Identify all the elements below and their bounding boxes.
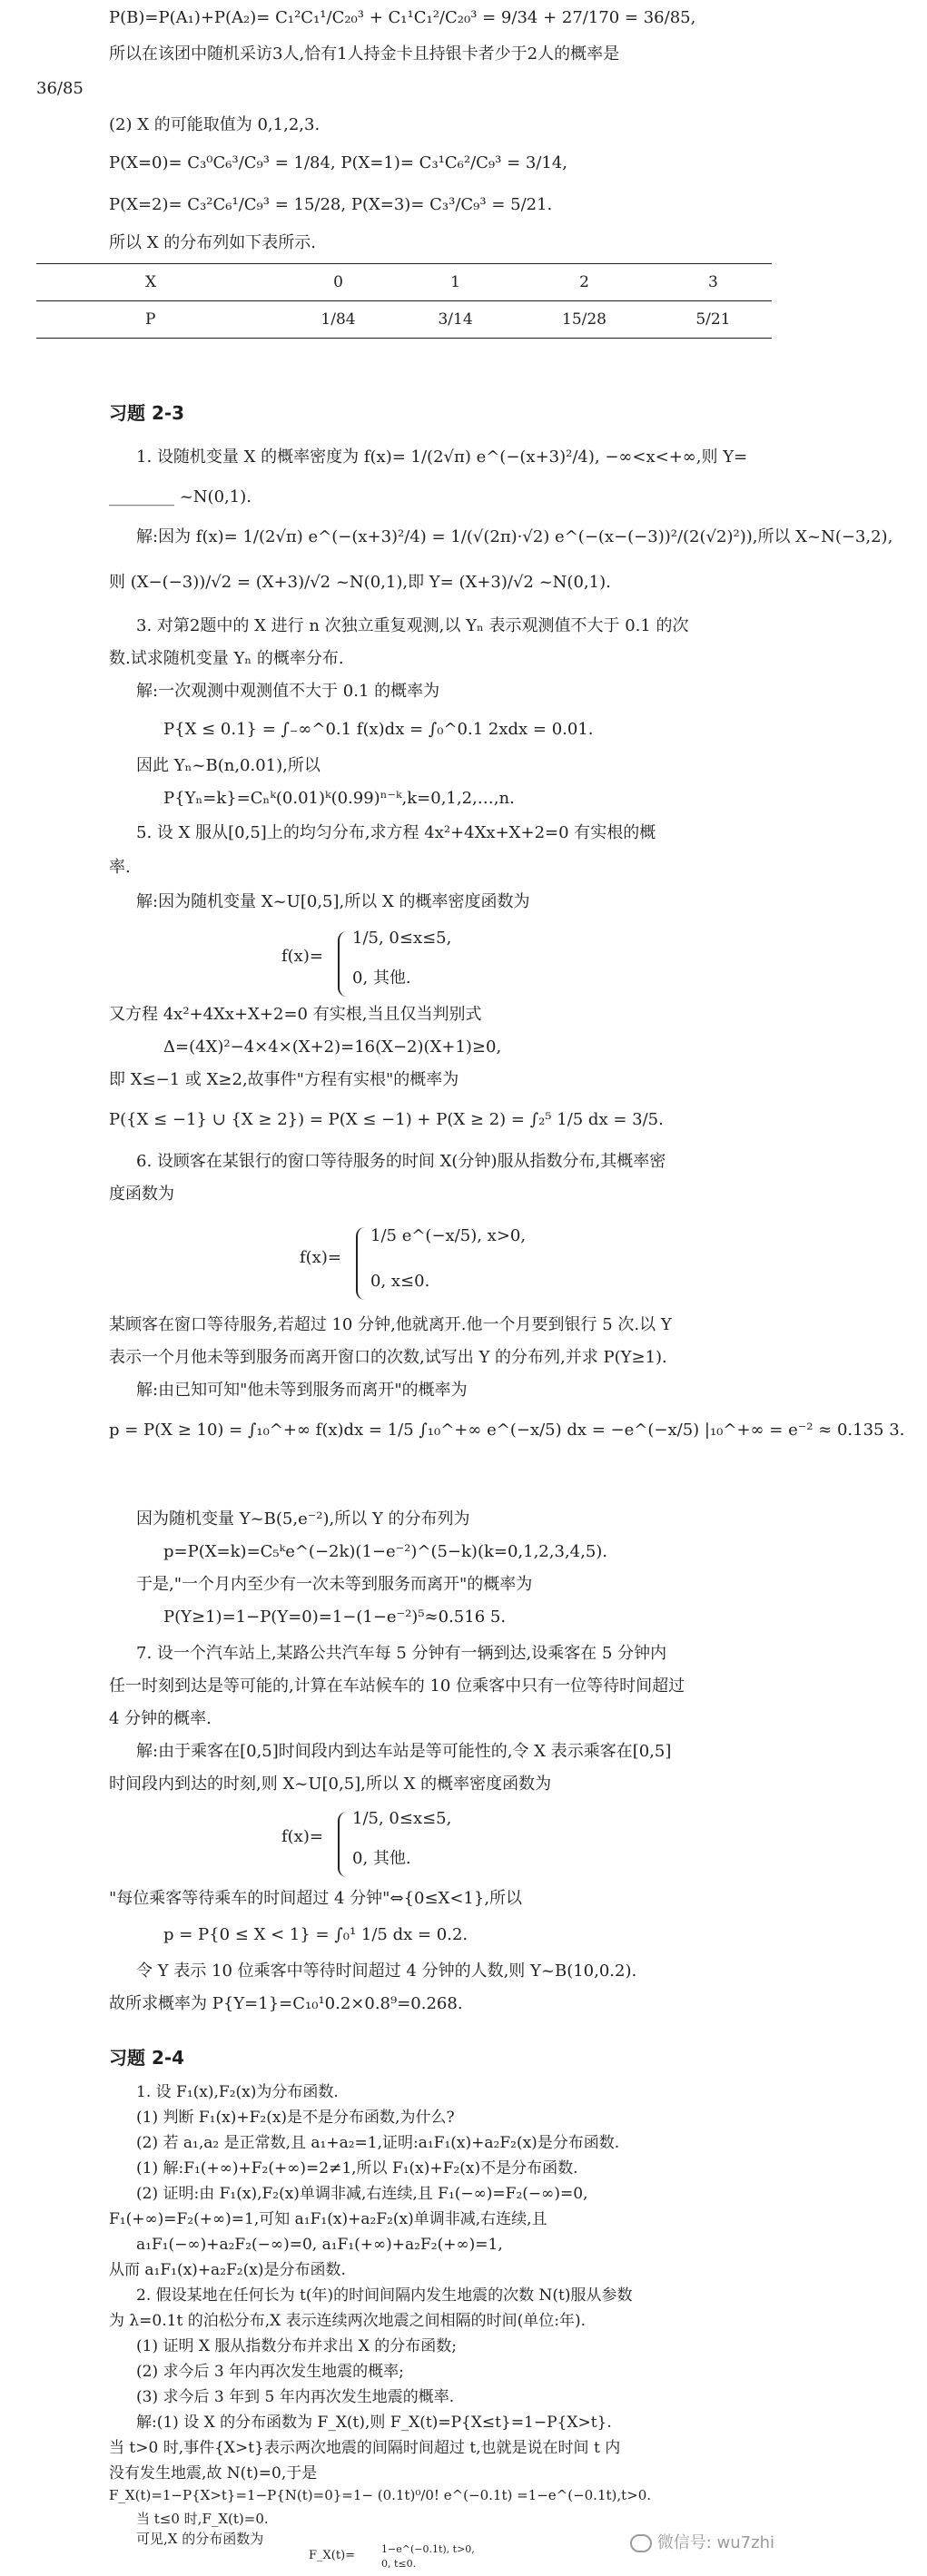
s7-line-f: 故所求概率为 P{Y=1}=C₁₀¹0.2×0.8⁹=0.268.: [109, 1994, 463, 2013]
wechat-icon: [630, 2534, 652, 2552]
s6-line-g: 于是,"一个月内至少有一次未等到服务而离开"的概率为: [136, 1575, 533, 1594]
table-cell: 1/84: [280, 301, 397, 339]
s24-line-17: F_X(t)=1−P{X>t}=1−P{N(t)=0}=1− (0.1t)⁰/0! e^(−0.1t) =1−e^(−0.1t),t>0.: [109, 2487, 652, 2503]
s24-line-12: (2) 求今后 3 年内再次发生地震的概率;: [136, 2363, 404, 2381]
s7-case-2: 0, 其他.: [352, 1849, 411, 1868]
table-cell: 5/21: [655, 301, 772, 339]
x-values-line: (2) X 的可能取值为 0,1,2,3.: [109, 115, 321, 134]
s24-line-4: (1) 解:F₁(+∞)+F₂(+∞)=2≠1,所以 F₁(x)+F₂(x)不是分布函数.: [136, 2159, 578, 2178]
fx-case-2: 0, t≤0.: [381, 2558, 417, 2570]
s5-line-c: Δ=(4X)²−4×4×(X+2)=16(X−2)(X+1)≥0,: [163, 1037, 502, 1057]
px-0-1-line: P(X=0)= C₃⁰C₆³/C₉³ = 1/84, P(X=1)= C₃¹C₆²/C₉³ = 3/14,: [109, 153, 568, 172]
s7-line-d: p = P{0 ≤ X < 1} = ∫₀¹ 1/5 dx = 0.2.: [163, 1925, 468, 1944]
s24-line-2: (1) 判断 F₁(x)+F₂(x)是不是分布函数,为什么?: [136, 2109, 455, 2127]
q6-line-a: 6. 设顾客在某银行的窗口等待服务的时间 X(分钟)服从指数分布,其概率密: [136, 1152, 666, 1171]
table-cell: P: [36, 301, 280, 339]
s24-line-26: (2) 设 d 满足 P{X>d}≥0.9,问 d 至多为多少?: [545, 2552, 736, 2562]
s5-line-e: P({X ≤ −1} ∪ {X ≥ 2}) = P(X ≤ −1) + P(X ≥ 2) = ∫₂⁵ 1/5 dx = 3/5.: [109, 1110, 664, 1129]
s3-line-b: P{X ≤ 0.1} = ∫₋∞^0.1 f(x)dx = ∫₀^0.1 2xdx = 0.01.: [163, 720, 594, 739]
s7-line-e: 令 Y 表示 10 位乘客中等待时间超过 4 分钟的人数,则 Y~B(10,0.2).: [136, 1961, 637, 1981]
pb-formula-line: P(B)=P(A₁)+P(A₂)= C₁²C₁¹/C₂₀³ + C₁¹C₁²/C₂₀³ = 9/34 + 27/170 = 36/85,: [109, 8, 696, 27]
s7-line-c: "每位乘客等待乘车的时间超过 4 分钟"⇔{0≤X<1},所以: [109, 1889, 523, 1908]
s5-case-1: 1/5, 0≤x≤5,: [352, 929, 452, 948]
section-title-2-3: 习题 2-3: [109, 402, 185, 424]
q5-line-a: 5. 设 X 服从[0,5]上的均匀分布,求方程 4x²+4Xx+X+2=0 有实根的概: [136, 823, 656, 842]
px-2-3-line: P(X=2)= C₃²C₆¹/C₉³ = 15/28, P(X=3)= C₃³/C₉³ = 5/21.: [109, 195, 553, 214]
s24-line-1: 1. 设 F₁(x),F₂(x)为分布函数.: [136, 2083, 339, 2101]
table-intro: 所以 X 的分布列如下表所示.: [109, 233, 316, 252]
s1-line-a: 解:因为 f(x)= 1/(2√π) e^(−(x+3)²/4) = 1/(√(2π)·√2) e^(−(x−(−3))²/(2(√2)²)),所以 X~N(−3,2),: [136, 527, 893, 546]
s6-line-b: 表示一个月他未等到服务而离开窗口的次数,试写出 Y 的分布列,并求 P(Y≥1).: [109, 1348, 667, 1367]
s3-line-c: 因此 Yₙ~B(n,0.01),所以: [136, 756, 321, 775]
s6-line-f: p=P(X=k)=C₅ᵏe^(−2k)(1−e⁻²)^(5−k)(k=0,1,2,3,4,5).: [163, 1542, 608, 1561]
s5-line-a: 解:因为随机变量 X~U[0,5],所以 X 的概率密度函数为: [136, 892, 530, 911]
probability-statement: 所以在该团中随机采访3人,恰有1人持金卡且持银卡者少于2人的概率是: [109, 44, 620, 64]
s24-line-24: 4. 设 X~N(3,2²).: [545, 2534, 619, 2544]
s5-case-2: 0, 其他.: [352, 968, 411, 988]
s24-line-21: 即 X 服从参数为 λ=0.1 的指数分布.: [545, 2507, 694, 2517]
s24-line-11: (1) 证明 X 服从指数分布并求出 X 的分布函数;: [136, 2337, 458, 2355]
s7-fx-label: f(x)=: [281, 1827, 323, 1846]
distribution-table: [36, 263, 772, 339]
table-cell: 1: [397, 264, 514, 301]
s24-line-3: (2) 若 a₁,a₂ 是正常数,且 a₁+a₂=1,证明:a₁F₁(x)+a₂F₂(x)是分布函数.: [136, 2134, 620, 2152]
q1-line-b: ________ ~N(0,1).: [109, 487, 251, 506]
s6-line-d: p = P(X ≥ 10) = ∫₁₀^+∞ f(x)dx = 1/5 ∫₁₀^+∞ e^(−x/5) dx = −e^(−x/5) |₁₀^+∞ = e⁻² ≈ 0.135 3.: [109, 1421, 905, 1440]
s6-line-h: P(Y≥1)=1−P(Y=0)=1−(1−e⁻²)⁵≈0.516 5.: [163, 1608, 507, 1627]
s6-line-a: 某顾客在窗口等待服务,若超过 10 分钟,他就离开.他一个月要到银行 5 次.以 Y: [109, 1315, 672, 1334]
s6-fx-label: f(x)=: [300, 1248, 341, 1267]
s24-line-25: (1) 确定 c,使得 P{X>c}=P{X≤c};: [545, 2543, 695, 2553]
table-cell: 2: [514, 264, 655, 301]
table-row: [36, 264, 772, 301]
q3-line-b: 数.试求随机变量 Yₙ 的概率分布.: [109, 649, 344, 668]
fx-case-1: 1−e^(−0.1t), t>0,: [381, 2543, 475, 2555]
q6-line-b: 度函数为: [109, 1185, 174, 1204]
table-cell: 3: [655, 264, 772, 301]
fx-label: F_X(t)=: [309, 2549, 356, 2562]
table-cell: X: [36, 264, 280, 301]
s24-line-23: (3) P{3≤X≤5}=F(5)−F(3)=1−e^(−5×0.1)−(1−e^(−3×0.1))=e^(−0.3)−e^(−0.5).: [545, 2525, 927, 2535]
probability-value: 36/85: [36, 79, 84, 98]
s24-line-15: 当 t>0 时,事件{X>t}表示两次地震的间隔时间超过 t,也就是说在时间 t 内: [109, 2439, 621, 2457]
q7-line-a: 7. 设一个汽车站上,某路公共汽车每 5 分钟有一辆到达,设乘客在 5 分钟内: [136, 1644, 667, 1663]
s24-line-19: 可见,X 的分布函数为: [136, 2531, 264, 2547]
q7-line-b: 任一时刻到达是等可能的,计算在车站候车的 10 位乘客中只有一位等待时间超过: [109, 1676, 685, 1696]
s7-line-a: 解:由于乘客在[0,5]时间段内到达车站是等可能性的,令 X 表示乘客在[0,5]: [136, 1742, 672, 1761]
s24-line-13: (3) 求今后 3 年到 5 年内再次发生地震的概率.: [136, 2388, 455, 2406]
s24-line-10: 为 λ=0.1t 的泊松分布,X 表示连续两次地震之间相隔的时间(单位:年).: [109, 2312, 586, 2330]
section-title-2-4: 习题 2-4: [109, 2047, 185, 2069]
s6-case-1: 1/5 e^(−x/5), x>0,: [370, 1226, 527, 1245]
q5-line-b: 率.: [109, 858, 131, 877]
s6-line-c: 解:由已知可知"他未等到服务而离开"的概率为: [136, 1381, 468, 1400]
s24-line-5: (2) 证明:由 F₁(x),F₂(x)单调非减,右连续,且 F₁(−∞)=F₂(−∞)=0,: [136, 2185, 588, 2203]
s5-line-b: 又方程 4x²+4Xx+X+2=0 有实根,当且仅当判别式: [109, 1005, 482, 1024]
watermark: [630, 2531, 774, 2556]
s24-line-9: 2. 假设某地在任何长为 t(年)的时间间隔内发生地震的次数 N(t)服从参数: [136, 2286, 633, 2305]
table-cell: 0: [280, 264, 397, 301]
s24-line-22: (2) P{X≤3}=F(3)=1−e^(−3×0.1)=1−e^(−0.3);: [545, 2516, 768, 2526]
q7-line-c: 4 分钟的概率.: [109, 1709, 212, 1728]
s24-line-14: 解:(1) 设 X 的分布函数为 F_X(t),则 F_X(t)=P{X≤t}=1−P{X>t}.: [136, 2414, 612, 2432]
s24-line-7: a₁F₁(−∞)+a₂F₂(−∞)=0, a₁F₁(+∞)+a₂F₂(+∞)=1,: [136, 2236, 503, 2254]
s3-line-d: P{Yₙ=k}=Cₙᵏ(0.01)ᵏ(0.99)ⁿ⁻ᵏ,k=0,1,2,…,n.: [163, 789, 515, 808]
s6-case-2: 0, x≤0.: [370, 1272, 430, 1291]
s24-line-18: 当 t≤0 时,F_X(t)=0.: [136, 2511, 269, 2527]
table-row: [36, 301, 772, 339]
table-cell: 3/14: [397, 301, 514, 339]
table-cell: 15/28: [514, 301, 655, 339]
q1-line-a: 1. 设随机变量 X 的概率密度为 f(x)= 1/(2√π) e^(−(x+3)²/4), −∞<x<+∞,则 Y=: [136, 447, 748, 467]
s24-line-16: 没有发生地震,故 N(t)=0,于是: [109, 2464, 318, 2483]
q3-line-a: 3. 对第2题中的 X 进行 n 次独立重复观测,以 Yₙ 表示观测值不大于 0.1 的次: [136, 616, 689, 635]
s6-line-e: 因为随机变量 Y~B(5,e⁻²),所以 Y 的分布列为: [136, 1509, 470, 1529]
s5-fx-label: f(x)=: [281, 947, 323, 966]
s1-line-b: 则 (X−(−3))/√2 = (X+3)/√2 ~N(0,1),即 Y= (X+3)/√2 ~N(0,1).: [109, 573, 611, 592]
watermark-text: 微信号: wu7zhi: [656, 2533, 774, 2553]
s5-line-d: 即 X≤−1 或 X≥2,故事件"方程有实根"的概率为: [109, 1070, 459, 1089]
s3-line-a: 解:一次观测中观测值不大于 0.1 的概率为: [136, 682, 440, 701]
s24-line-6: F₁(+∞)=F₂(+∞)=1,可知 a₁F₁(x)+a₂F₂(x)单调非减,右连续,且: [109, 2210, 547, 2228]
s7-case-1: 1/5, 0≤x≤5,: [352, 1809, 452, 1828]
s7-line-b: 时间段内到达的时刻,则 X~U[0,5],所以 X 的概率密度函数为: [109, 1775, 552, 1794]
s24-line-8: 从而 a₁F₁(x)+a₂F₂(x)是分布函数.: [109, 2261, 346, 2279]
